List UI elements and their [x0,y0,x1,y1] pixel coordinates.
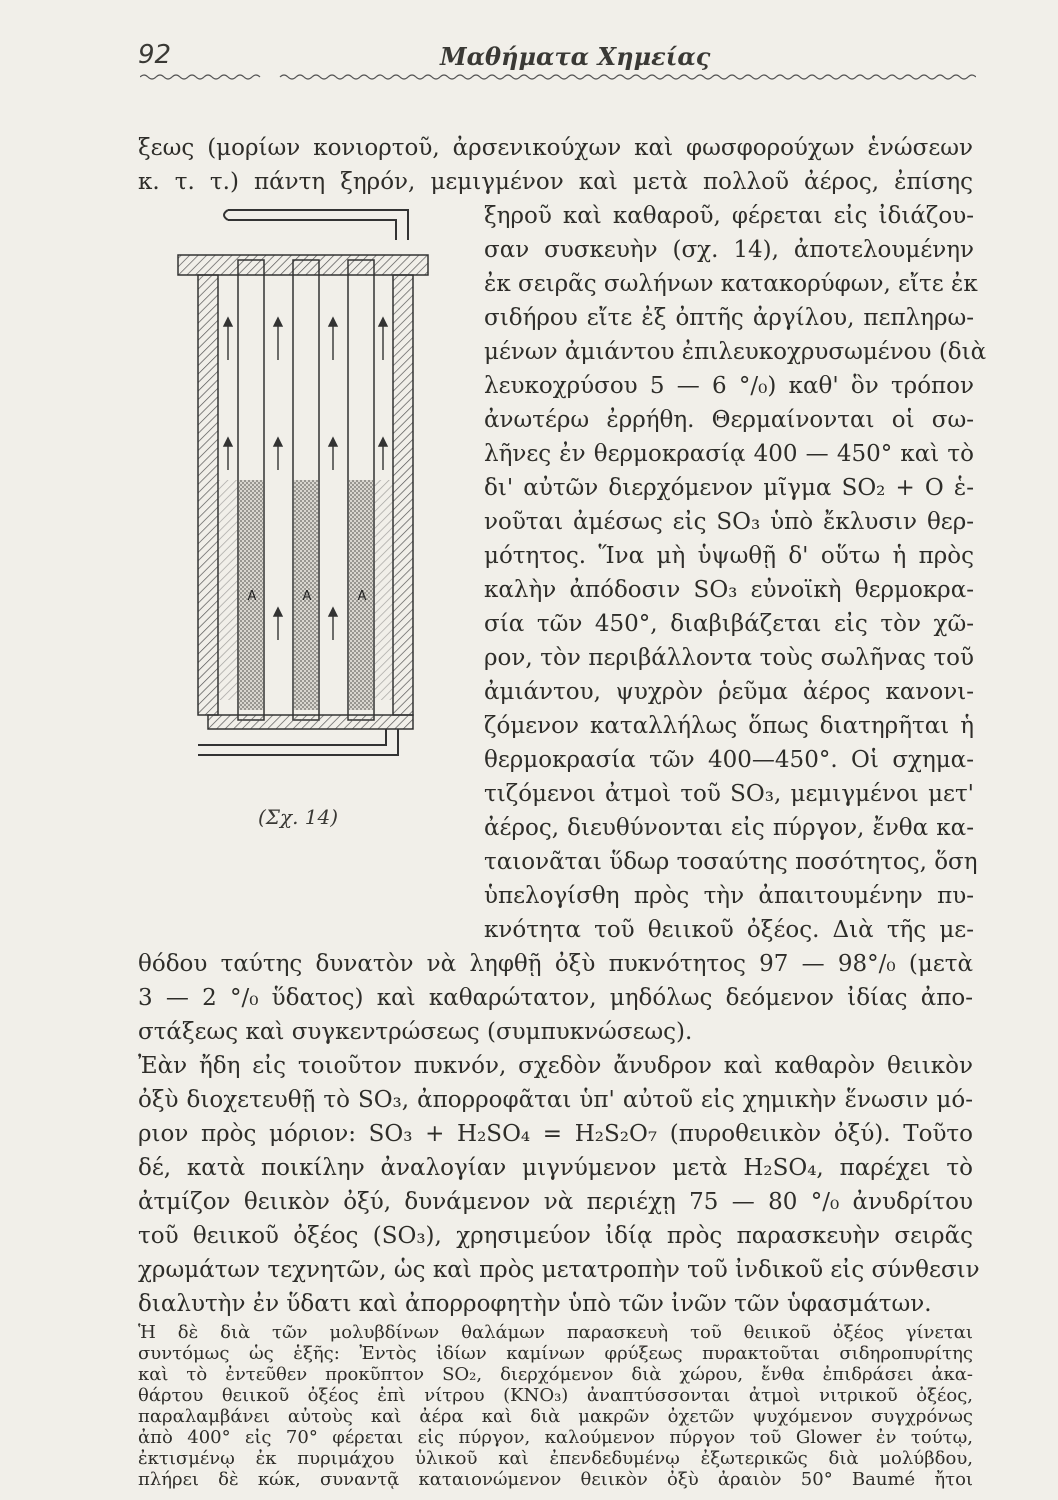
small-text-line: θάρτου θειικοῦ ὀξέος ἐπὶ νίτρου (KNO₃) ἀναπτύσσονται ἀτμοὶ νιτρικοῦ ὀξέος, [138,1385,973,1406]
text-line: ἐκ σειρᾶς σωλήνων κατακορύφων, εἴτε ἐκ [484,271,978,297]
text-line: Ἐὰν ἤδη εἰς τοιοῦτον πυκνόν, σχεδὸν ἄνυδρον καὶ καθαρὸν θειικὸν [138,1053,973,1079]
text-line: σιδήρου εἴτε ἐξ ὀπτῆς ἀργίλου, πεπληρω- [484,305,974,331]
small-text-line: καὶ τὸ ἐντεῦθεν προκῦπτον SO₂, διερχόμενον διὰ χώρου, ἔνθα ἐπιδράσει ἀκα- [138,1364,973,1385]
text-line: δέ, κατὰ ποικίλην ἀναλογίαν μιγνύμενον μετὰ H₂SO₄, παρέχει τὸ [138,1155,973,1181]
text-line: μότητος. Ἵνα μὴ ὑψωθῇ δ' οὕτω ἡ πρὸς [484,543,974,569]
text-line: ζόμενον καταλλήλως ὅπως διατηρῆται ἡ [484,713,974,739]
text-line: σία τῶν 450°, διαβιβάζεται εἰς τὸν χῶ- [484,611,974,637]
small-text-line: παραλαμβάνει αὐτοὺς καὶ ἀέρα καὶ διὰ μακρῶν ὀχετῶν ψυχόμενον συγχρόνως [138,1406,973,1427]
small-text-line: πλήρει δὲ κώκ, συναντᾷ καταιονώμενον θειικὸν ὀξὺ ἀραιὸν 50° Baumé ἤτοι [138,1469,973,1490]
text-line: σαν συσκευὴν (σχ. 14), ἀποτελουμένην [484,237,974,263]
text-line: θόδου ταύτης δυνατὸν νὰ ληφθῇ ὀξὺ πυκνότητος 97 — 98°/₀ (μετὰ [138,951,973,977]
small-text-line: συντόμως ὡς ἑξῆς: Ἐντὸς ἰδίων καμίνων φρύξεως πυρακτοῦται σιδηροπυρίτης [138,1343,973,1364]
text-line: ἀμιάντου, ψυχρὸν ῥεῦμα ἀέρος κανονι- [484,679,974,705]
page-number: 92 [138,40,172,70]
tube-label-a-3: Α [357,589,367,604]
text-line: ξεως (μορίων κονιορτοῦ, ἀρσενικούχων καὶ φωσφορούχων ἑνώσεων [138,135,973,161]
text-line: χρωμάτων τεχνητῶν, ὡς καὶ πρὸς μετατροπὴν τοῦ ἰνδικοῦ εἰς σύνθεσιν [138,1257,980,1283]
text-line: ἀτμίζον θειικὸν ὀξύ, δυνάμενον νὰ περιέχῃ 75 — 80 °/₀ ἀνυδρίτου [138,1189,973,1215]
text-line: 3 — 2 °/₀ ὕδατος) καὶ καθαρώτατον, μηδόλως δεόμενον ἰδίας ἀπο- [138,985,973,1011]
text-line: δι' αὐτῶν διερχόμενον μῖγμα SO₂ + O ἑ- [484,475,974,501]
header-wavy-rule [140,72,976,82]
small-text-line: ἀπὸ 400° εἰς 70° φέρεται εἰς πύργον, καλούμενον πύργον τοῦ Glower ἐν τούτῳ, [138,1427,973,1448]
text-line: λῆνες ἐν θερμοκρασίᾳ 400 — 450° καὶ τὸ [484,441,974,467]
small-text-line: Ἡ δὲ διὰ τῶν μολυβδίνων θαλάμων παρασκευὴ τοῦ θειικοῦ ὀξέος γίνεται [138,1322,973,1343]
small-text-line: ἐκτισμένῳ ἐκ πυριμάχου ὑλικοῦ καὶ ἐπενδεδυμένῳ ἐξωτερικῶς διὰ μολύβδου, [138,1448,973,1469]
text-line: ὑπελογίσθη πρὸς τὴν ἀπαιτουμένην πυ- [484,883,974,909]
tube-label-a-1: Α [247,589,257,604]
text-line: ὀξὺ διοχετευθῇ τὸ SO₃, ἀπορροφᾶται ὑπ' αὐτοῦ εἰς χημικὴν ἕνωσιν μό- [138,1087,973,1113]
text-line: ἀέρος, διευθύνονται εἰς πύργον, ἔνθα κα- [484,815,974,841]
text-line: ρον, τὸν περιβάλλοντα τοὺς σωλῆνας τοῦ [484,645,974,671]
apparatus-figure [168,200,438,780]
text-line: νοῦται ἀμέσως εἰς SO₃ ὑπὸ ἔκλυσιν θερ- [484,509,974,535]
text-line: μένων ἀμιάντου ἐπιλευκοχρυσωμένου (διὰ [484,339,987,365]
text-line: διαλυτὴν ἐν ὕδατι καὶ ἀπορροφητὴν ὑπὸ τῶν ἰνῶν τῶν ὑφασμάτων. [138,1291,932,1317]
text-line: τιζόμενοι ἀτμοὶ τοῦ SO₃, μεμιγμένοι μετ' [484,781,974,807]
text-line: τοῦ θειικοῦ ὀξέος (SO₃), χρησιμεύον ἰδίᾳ πρὸς παρασκευὴν σειρᾶς [138,1223,973,1249]
text-line: καλὴν ἀπόδοσιν SO₃ εὐνοϊκὴ θερμοκρα- [484,577,974,603]
text-line: ριον πρὸς μόριον: SO₃ + H₂SO₄ = H₂S₂O₇ (πυροθειικὸν ὀξύ). Τοῦτο [138,1121,973,1147]
text-line: ταιονᾶται ὕδωρ τοσαύτης ποσότητος, ὅση [484,849,978,875]
text-line: θερμοκρασία τῶν 400—450°. Οἱ σχημα- [484,747,974,773]
running-title: Μαθήματα Χημείας [440,42,711,71]
text-line: λευκοχρύσου 5 — 6 °/₀) καθ' ὃν τρόπον [484,373,974,399]
text-line: ἀνωτέρω ἐρρήθη. Θερμαίνονται οἱ σω- [484,407,974,433]
text-line: κνότητα τοῦ θειικοῦ ὀξέος. Διὰ τῆς με- [484,917,974,943]
text-line: στάξεως καὶ συγκεντρώσεως (συμπυκνώσεως). [138,1019,693,1045]
tube-label-a-2: Α [302,589,312,604]
figure-caption: (Σχ. 14) [258,805,339,829]
text-line: ξηροῦ καὶ καθαροῦ, φέρεται εἰς ἰδιάζου- [484,203,974,229]
text-line: κ. τ. τ.) πάντη ξηρόν, μεμιγμένον καὶ μετὰ πολλοῦ ἀέρος, ἐπίσης [138,169,973,195]
